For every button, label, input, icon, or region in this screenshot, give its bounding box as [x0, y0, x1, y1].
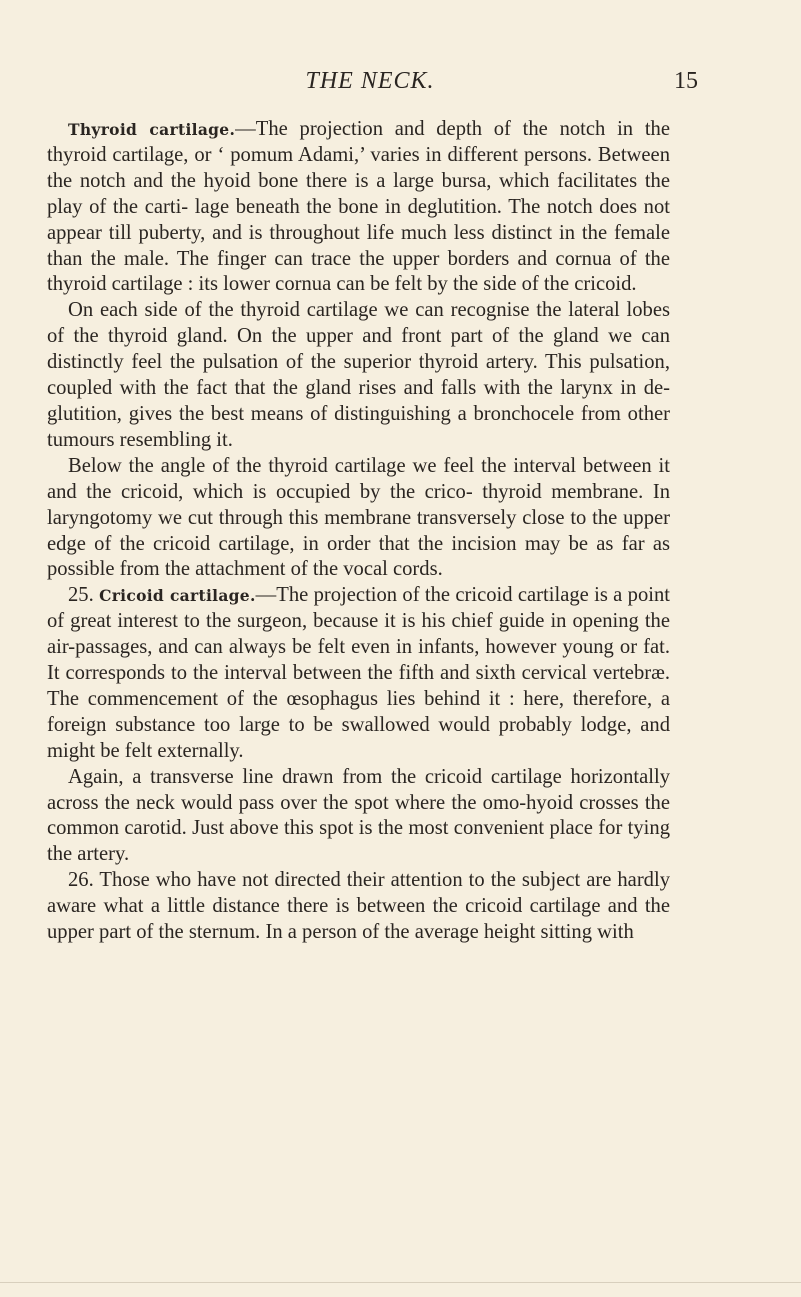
paragraph-thyroid-gland: On each side of the thyroid cartilage we can recognise the lateral lobes of the thyroid gland. On the upper and front part of the gland we can distinctly feel the pulsation of the superior thyroid artery. This pulsation, coupled with the fact that the gland rises and falls with the larynx in de- glutition, gives the best means of distinguishing a bronchocele from other tumours resembling it.	[47, 299, 670, 451]
section-number: 26.	[68, 869, 94, 892]
section-heading-thyroid-cartilage: Thyroid cartilage.	[68, 120, 236, 139]
paragraph-cricoid-cartilage	[47, 583, 670, 764]
section-number: 25.	[68, 584, 94, 607]
paragraph-transverse-line: Again, a transverse line drawn from the cricoid cartilage horizontally across the neck would pass over the spot where the omo-hyoid crosses the common carotid. Just above this spot is the most convenient place for tying the artery.	[47, 765, 670, 866]
running-head	[60, 68, 698, 98]
page-number: 15	[674, 68, 698, 94]
paragraph-text: —The projection and depth of the notch in the thyroid cartilage, or ‘ pomum Adami,’ varies in different persons. Between the notch and the hyoid bone there is a large bursa, which facilitates the play of the carti- lage beneath the bone in deglutition. The notch does not appear till puberty, and is throughout life much less distinct in the female than the male. The finger can trace the upper borders and cornua of the thyroid cartilage : its lower cornua can be felt by the side of the cricoid.	[47, 118, 670, 296]
paragraph-crico-thyroid-membrane: Below the angle of the thyroid cartilage we feel the interval between it and the cricoid, which is occupied by the crico- thyroid membrane. In laryngotomy we cut through this membrane transversely close to the upper edge of the cricoid cartilage, in order that the incision may be as far as possible from the attachment of the vocal cords.	[47, 454, 670, 581]
page-edge-line	[0, 1282, 801, 1283]
running-title: THE NECK.	[305, 68, 435, 94]
paragraph-sternum-distance	[47, 868, 670, 946]
paragraph-thyroid-cartilage	[47, 117, 670, 298]
paragraph-text: Those who have not directed their attention to the subject are hardly aware what a little distance there is between the cricoid cartilage and the upper part of the sternum. In a person of the average height sitting with	[47, 869, 670, 944]
paragraph-text: —The projection of the cricoid cartilage is a point of great interest to the surgeon, because it is his chief guide in opening the air-passages, and can always be felt even in infants, however young or fat. It corresponds to the interval between the fifth and sixth cervical vertebræ. The commencement of the œsophagus lies behind it : here, therefore, a foreign substance too large to be swallowed would probably lodge, and might be felt externally.	[47, 584, 670, 762]
section-heading-cricoid-cartilage: Cricoid cartilage.	[99, 586, 256, 606]
body-text	[47, 117, 670, 946]
